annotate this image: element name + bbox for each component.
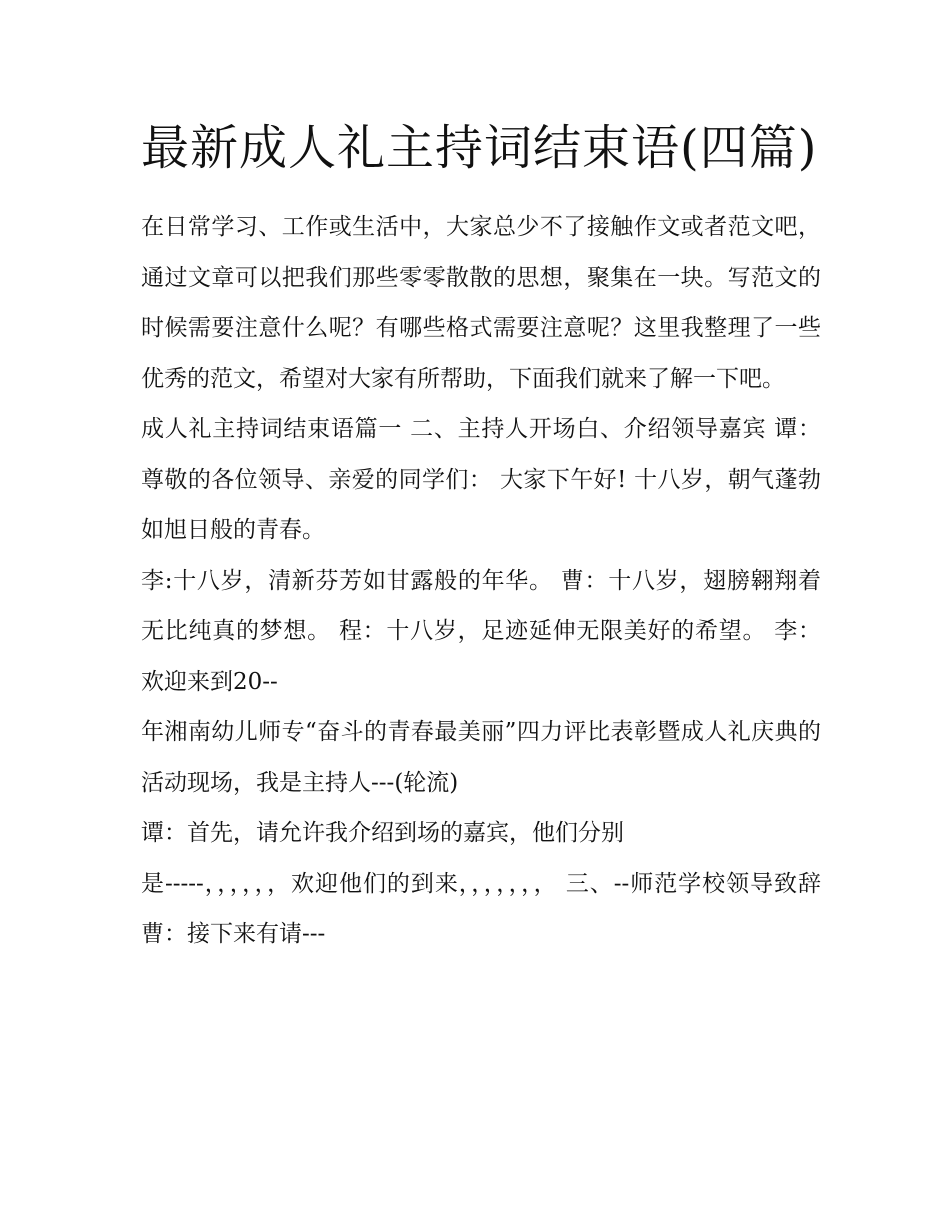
paragraph-guests-intro: 谭：首先，请允许我介绍到场的嘉宾，他们分别 bbox=[141, 820, 624, 846]
paragraph-guests-welcome: 是-----，，，，，，欢迎他们的到来，，，，，，， 三、--师范学校领导致辞 曹：接下来有请--- bbox=[141, 870, 821, 947]
paragraph-intro: 在日常学习、工作或生活中，大家总少不了接触作文或者范文吧，通过文章可以把我们那些零零散散的思想，聚集在一块。写范文的时候需要注意什么呢？有哪些格式需要注意呢？这里我整理了一些优秀的范文，希望对大家有所帮助，下面我们就来了解一下吧。 bbox=[141, 214, 821, 392]
document-page bbox=[141, 112, 821, 960]
paragraph-hosts: 李:十八岁，清新芬芳如甘露般的年华。 曹：十八岁，翅膀翱翔着无比纯真的梦想。 程：十八岁，足迹延伸无限美好的希望。 李：欢迎来到20-- bbox=[141, 567, 821, 695]
document-body bbox=[141, 202, 821, 960]
document-title: 最新成人礼主持词结束语(四篇) bbox=[141, 120, 818, 176]
paragraph-event: 年湘南幼儿师专“奋斗的青春最美丽”四力评比表彰暨成人礼庆典的活动现场，我是主持人---(轮流) bbox=[141, 719, 821, 796]
paragraph-opening: 成人礼主持词结束语篇一 二、主持人开场白、介绍领导嘉宾 谭：尊敬的各位领导、亲爱的同学们： 大家下午好! 十八岁，朝气蓬勃如旭日般的青春。 bbox=[141, 416, 821, 543]
